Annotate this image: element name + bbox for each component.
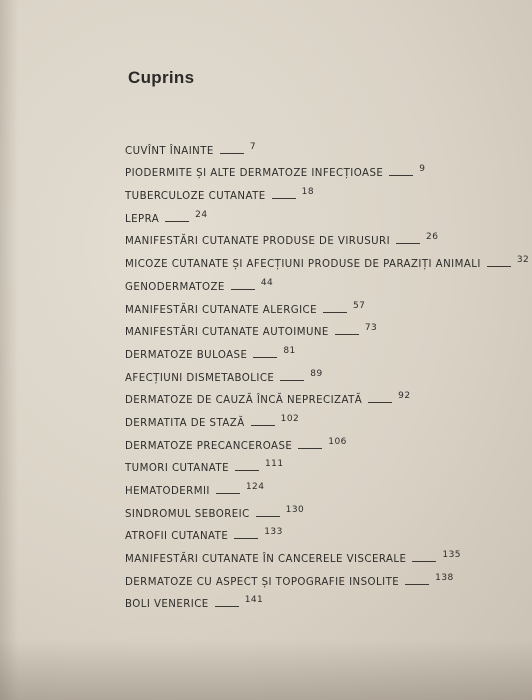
page-bottom-shadow (0, 640, 532, 700)
toc-entry-label: BOLI VENERICE (125, 599, 209, 611)
toc-entry (125, 247, 529, 270)
toc-entry-page: 138 (435, 572, 454, 583)
toc-entry (125, 202, 529, 225)
toc-entry-page: 106 (328, 436, 347, 447)
toc-entry (125, 293, 529, 316)
toc-entry (125, 452, 529, 475)
toc-entry-label: DERMATOZE PRECANCEROASE (125, 440, 293, 452)
toc-leader-line (215, 606, 239, 607)
toc-entry (125, 134, 529, 157)
toc-leader-line (220, 153, 244, 154)
toc-entry (125, 179, 529, 202)
toc-leader-line (335, 334, 359, 335)
toc-entry-label: DERMATOZE BULOASE (125, 349, 248, 361)
toc-entry-page: 73 (364, 323, 378, 334)
toc-entry (125, 474, 529, 497)
toc-leader-line (216, 493, 240, 494)
toc-entry-label: MICOZE CUTANATE ȘI AFECȚIUNI PRODUSE DE PARAZIȚI ANIMALI (125, 259, 481, 271)
toc-entry-label: MANIFESTĂRI CUTANATE PRODUSE DE VIRUSURI (125, 236, 391, 248)
toc-entry-label: LEPRA (125, 213, 160, 225)
toc-entry-label: MANIFESTĂRI CUTANATE ALERGICE (125, 304, 317, 316)
toc-entry (125, 225, 529, 248)
toc-entry-page: 26 (426, 232, 439, 243)
toc-entry-page: 9 (419, 164, 426, 175)
toc-entry-label: ATROFII CUTANATE (125, 531, 229, 543)
toc-entry (125, 497, 529, 520)
toc-entry-page: 32 (516, 255, 530, 266)
toc-entry-page: 135 (442, 550, 461, 561)
toc-leader-line (368, 402, 392, 403)
toc-leader-line (396, 243, 420, 244)
toc-leader-line (165, 221, 189, 222)
toc-entry-page: 7 (249, 141, 256, 152)
toc-leader-line (405, 584, 429, 585)
toc-entry-label: HEMATODERMII (125, 486, 210, 497)
toc-entry-label: MANIFESTĂRI CUTANATE AUTOIMUNE (125, 327, 329, 339)
toc-entry-page: 124 (245, 482, 265, 492)
toc-entry-label: DERMATITA DE STAZĂ (125, 417, 245, 429)
toc-entry-label: TUMORI CUTANATE (125, 463, 229, 475)
toc-leader-line (231, 289, 255, 290)
toc-entry (125, 316, 529, 339)
toc-entry (125, 429, 529, 452)
toc-leader-line (272, 198, 296, 199)
toc-entry-label: GENODERMATOZE (125, 281, 225, 293)
toc-entry-page: 24 (195, 209, 208, 220)
toc-entry (125, 384, 529, 407)
toc-leader-line (389, 175, 413, 176)
toc-entry (125, 157, 529, 180)
toc-entry (125, 565, 529, 588)
toc-leader-line (235, 470, 259, 471)
toc-entry-page: 130 (285, 504, 305, 515)
toc-entry-page: 44 (260, 277, 274, 288)
toc-leader-line (487, 266, 511, 267)
table-of-contents (125, 134, 529, 610)
toc-entry (125, 542, 529, 565)
toc-leader-line (412, 561, 436, 562)
toc-entry (125, 588, 529, 611)
toc-entry-label: PIODERMITE ȘI ALTE DERMATOZE INFECȚIOASE (125, 168, 384, 180)
toc-entry-label: DERMATOZE DE CAUZĂ ÎNCĂ NEPRECIZATĂ (125, 395, 363, 407)
toc-entry-label: AFECȚIUNI DISMETABOLICE (125, 372, 275, 384)
toc-leader-line (323, 312, 347, 313)
toc-entry (125, 520, 529, 543)
toc-entry (125, 361, 529, 384)
toc-entry-page: 89 (310, 368, 323, 379)
toc-entry-page: 141 (244, 595, 264, 606)
toc-leader-line (253, 357, 277, 358)
toc-leader-line (256, 516, 280, 517)
toc-entry-label: CUVÎNT ÎNAINTE (125, 145, 214, 157)
toc-entry-page: 18 (301, 187, 315, 198)
toc-leader-line (234, 538, 258, 539)
toc-entry (125, 338, 529, 361)
toc-leader-line (280, 380, 304, 381)
page-fold-shadow (0, 0, 18, 700)
toc-entry-page: 92 (398, 391, 411, 402)
toc-entry-label: SINDROMUL SEBOREIC (125, 508, 250, 520)
toc-entry-page: 102 (280, 413, 300, 424)
toc-entry-label: TUBERCULOZE CUTANATE (125, 191, 266, 203)
toc-entry-page: 57 (353, 300, 366, 311)
toc-entry-label: DERMATOZE CU ASPECT ȘI TOPOGRAFIE INSOLITE (125, 576, 400, 588)
toc-leader-line (298, 448, 322, 449)
toc-entry-label: MANIFESTĂRI CUTANATE ÎN CANCERELE VISCERALE (125, 554, 407, 566)
toc-entry (125, 270, 529, 293)
toc-leader-line (251, 425, 275, 426)
toc-entry-page: 111 (265, 459, 284, 470)
page-title: Cuprins (128, 68, 195, 87)
toc-entry (125, 406, 529, 429)
toc-entry-page: 133 (264, 527, 283, 538)
toc-entry-page: 81 (283, 345, 296, 356)
